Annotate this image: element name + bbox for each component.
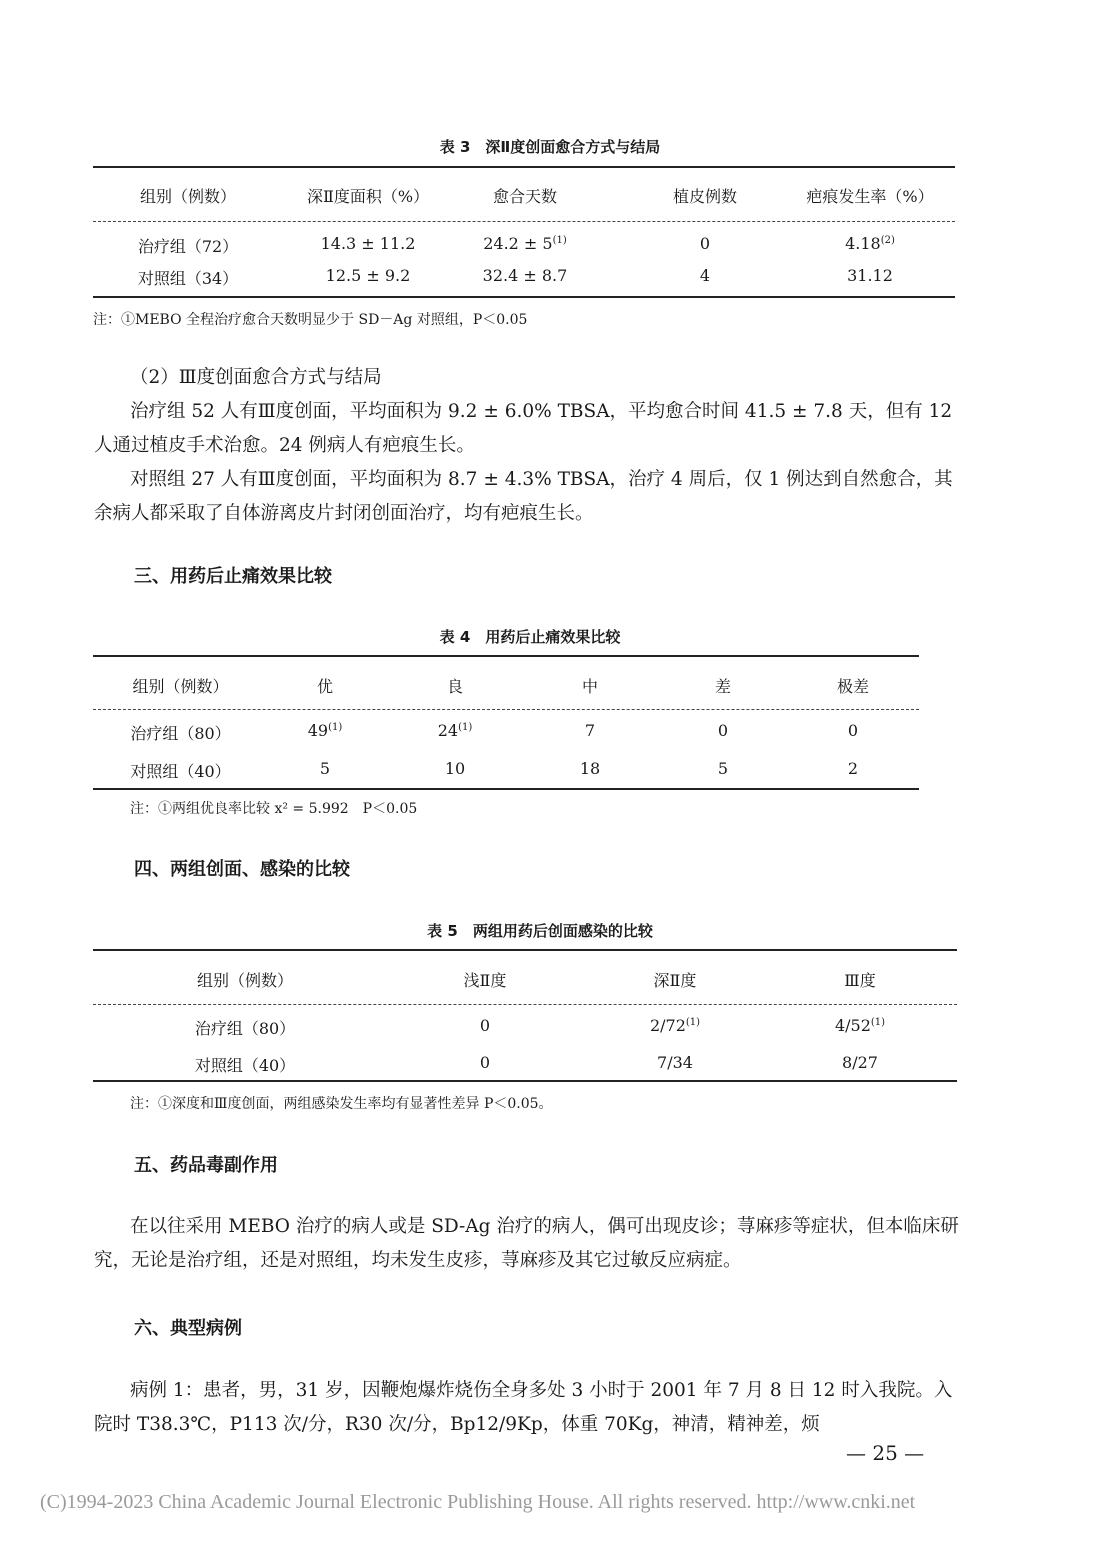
table3-row1-days-value: 24.2 ± 5 [483, 234, 553, 253]
table5-row1-deep [620, 1016, 730, 1035]
table3-header-area: 深Ⅱ度面积（%） [306, 187, 430, 206]
table4-header-excellent: 优 [316, 677, 333, 696]
section-heading-6: 六、典型病例 [134, 1318, 242, 1339]
table4-row2-medium: 18 [579, 759, 601, 778]
table3-row1-days-mark: (1) [552, 235, 567, 246]
table5-header-deep: 深Ⅱ度 [653, 971, 697, 990]
section-heading-4: 四、两组创面、感染的比较 [134, 859, 350, 880]
table4-row1-poor: 0 [717, 721, 729, 740]
section-b-body [94, 395, 969, 531]
table3-row1-scar-value: 4.18 [845, 234, 881, 253]
table4-row2-poor: 5 [717, 759, 729, 778]
table3-row2-group: 对照组（34） [137, 269, 239, 288]
table4-row1-good-value: 24 [437, 721, 459, 740]
table4-row1-excellent-value: 49 [307, 721, 329, 740]
table5-caption: 表 5 两组用药后创面感染的比较 [427, 922, 653, 940]
table4-header-rule [93, 709, 919, 710]
table4-header-group: 组别（例数） [132, 677, 229, 696]
table5-row2-group: 对照组（40） [194, 1056, 296, 1075]
section-b-paragraph-2: 对照组 27 人有Ⅲ度创面，平均面积为 8.7 ± 4.3% TBSA，治疗 4 周后，仅 1 例达到自然愈合，其余病人都采取了自体游离皮片封闭创面治疗，均有疤痕生长。 [94, 469, 953, 524]
table4-caption: 表 4 用药后止痛效果比较 [439, 628, 621, 646]
section-b-paragraph-1: 治疗组 52 人有Ⅲ度创面，平均面积为 9.2 ± 6.0% TBSA，平均愈合时间 41.5 ± 7.8 天，但有 12 人通过植皮手术治愈。24 例病人有疤痕生长。 [94, 401, 953, 456]
table3-row1-scar [785, 234, 955, 253]
table4-note: 注：①两组优良率比较 x² = 5.992 P＜0.05 [130, 801, 418, 817]
table5-row1-third-value: 4/52 [834, 1016, 871, 1035]
table3-header-days: 愈合天数 [492, 187, 557, 206]
table4-row2-group: 对照组（40） [130, 762, 231, 781]
table5-top-rule [93, 949, 957, 951]
table5-row1-third-mark: (1) [870, 1017, 886, 1028]
table4-top-rule [93, 655, 919, 657]
table4-header-medium: 中 [581, 677, 598, 696]
table5-row1-deep-mark: (1) [685, 1017, 701, 1028]
table4-row1-excellent [285, 721, 365, 740]
table5-header-superficial: 浅Ⅱ度 [463, 971, 507, 990]
table4-row1-medium: 7 [584, 721, 596, 740]
table5-row1-group: 治疗组（80） [194, 1019, 296, 1038]
table3-row2-area: 12.5 ± 9.2 [325, 266, 411, 285]
section-heading-3: 三、用药后止痛效果比较 [134, 566, 332, 587]
section-5-paragraph: 在以往采用 MEBO 治疗的病人或是 SD-Ag 治疗的病人，偶可出现皮诊；荨麻疹等症状，但本临床研究，无论是治疗组，还是对照组，均未发生皮疹，荨麻疹及其它过敏反应病症。 [94, 1216, 959, 1271]
table5-row2-deep: 7/34 [657, 1053, 693, 1072]
table3-row1-group: 治疗组（72） [137, 237, 239, 256]
table5-bottom-rule [93, 1080, 957, 1082]
section-5-body [94, 1210, 969, 1278]
table3-row1-graft: 0 [699, 234, 711, 253]
table4-row1-excellent-mark: (1) [328, 722, 343, 733]
table5-row1-superficial: 0 [479, 1016, 491, 1035]
table4-row2-very-poor: 2 [847, 759, 859, 778]
table3-top-rule [93, 166, 955, 168]
table5-row1-deep-value: 2/72 [649, 1016, 686, 1035]
table4-row1-good [415, 721, 495, 740]
table4-row1-group: 治疗组（80） [130, 724, 231, 743]
table3-bottom-rule [93, 296, 955, 298]
table5-row1-third [805, 1016, 915, 1035]
table4-header-good: 良 [446, 677, 463, 696]
section-6-body [94, 1374, 969, 1442]
table3-header-rule [93, 221, 955, 222]
table4-header-very-poor: 极差 [836, 677, 869, 696]
table3-note: 注：①MEBO 全程治疗愈合天数明显少于 SD－Ag 对照组，P＜0.05 [93, 312, 528, 328]
table3-caption: 表 3 深Ⅱ度创面愈合方式与结局 [439, 138, 661, 156]
table5-note: 注：①深度和Ⅲ度创面，两组感染发生率均有显著性差异 P＜0.05。 [130, 1096, 553, 1112]
section-6-paragraph: 病例 1：患者，男，31 岁，因鞭炮爆炸烧伤全身多处 3 小时于 2001 年 7 月 8 日 12 时入我院。入院时 T38.3℃，P113 次/分，R30 次/分，Bp12/9Kp，体重 70Kg，神清，精神差，烦 [94, 1380, 953, 1435]
table4-header-poor: 差 [714, 677, 731, 696]
table4-bottom-rule [93, 788, 919, 790]
table5-row2-third: 8/27 [842, 1053, 878, 1072]
table4-row1-good-mark: (1) [458, 722, 473, 733]
section-heading-5: 五、药品毒副作用 [134, 1155, 278, 1176]
table3-header-graft: 植皮例数 [672, 187, 737, 206]
table5-header-third: Ⅲ度 [844, 971, 876, 990]
table3-header-scar: 疤痕发生率（%） [806, 187, 934, 206]
copyright-footer: (C)1994-2023 China Academic Journal Electronic Publishing House. All rights reserved. http://www.cnki.net [40, 1491, 916, 1513]
section-b-title: （2）Ⅲ度创面愈合方式与结局 [130, 367, 382, 388]
table3-header-group: 组别（例数） [139, 187, 236, 206]
page-number: — 25 — [846, 1441, 925, 1465]
table5-header-group: 组别（例数） [196, 971, 293, 990]
table4-row2-good: 10 [444, 759, 466, 778]
table3-row2-days: 32.4 ± 8.7 [482, 266, 568, 285]
table4-row2-excellent: 5 [319, 759, 331, 778]
table5-row2-superficial: 0 [479, 1053, 491, 1072]
table3-row1-area: 14.3 ± 11.2 [320, 234, 416, 253]
table3-row2-graft: 4 [699, 266, 711, 285]
table3-row1-scar-mark: (2) [880, 235, 895, 246]
table3-row1-days [460, 234, 590, 253]
table3-row2-scar: 31.12 [847, 266, 893, 285]
table5-header-rule [93, 1004, 957, 1005]
table4-row1-very-poor: 0 [847, 721, 859, 740]
